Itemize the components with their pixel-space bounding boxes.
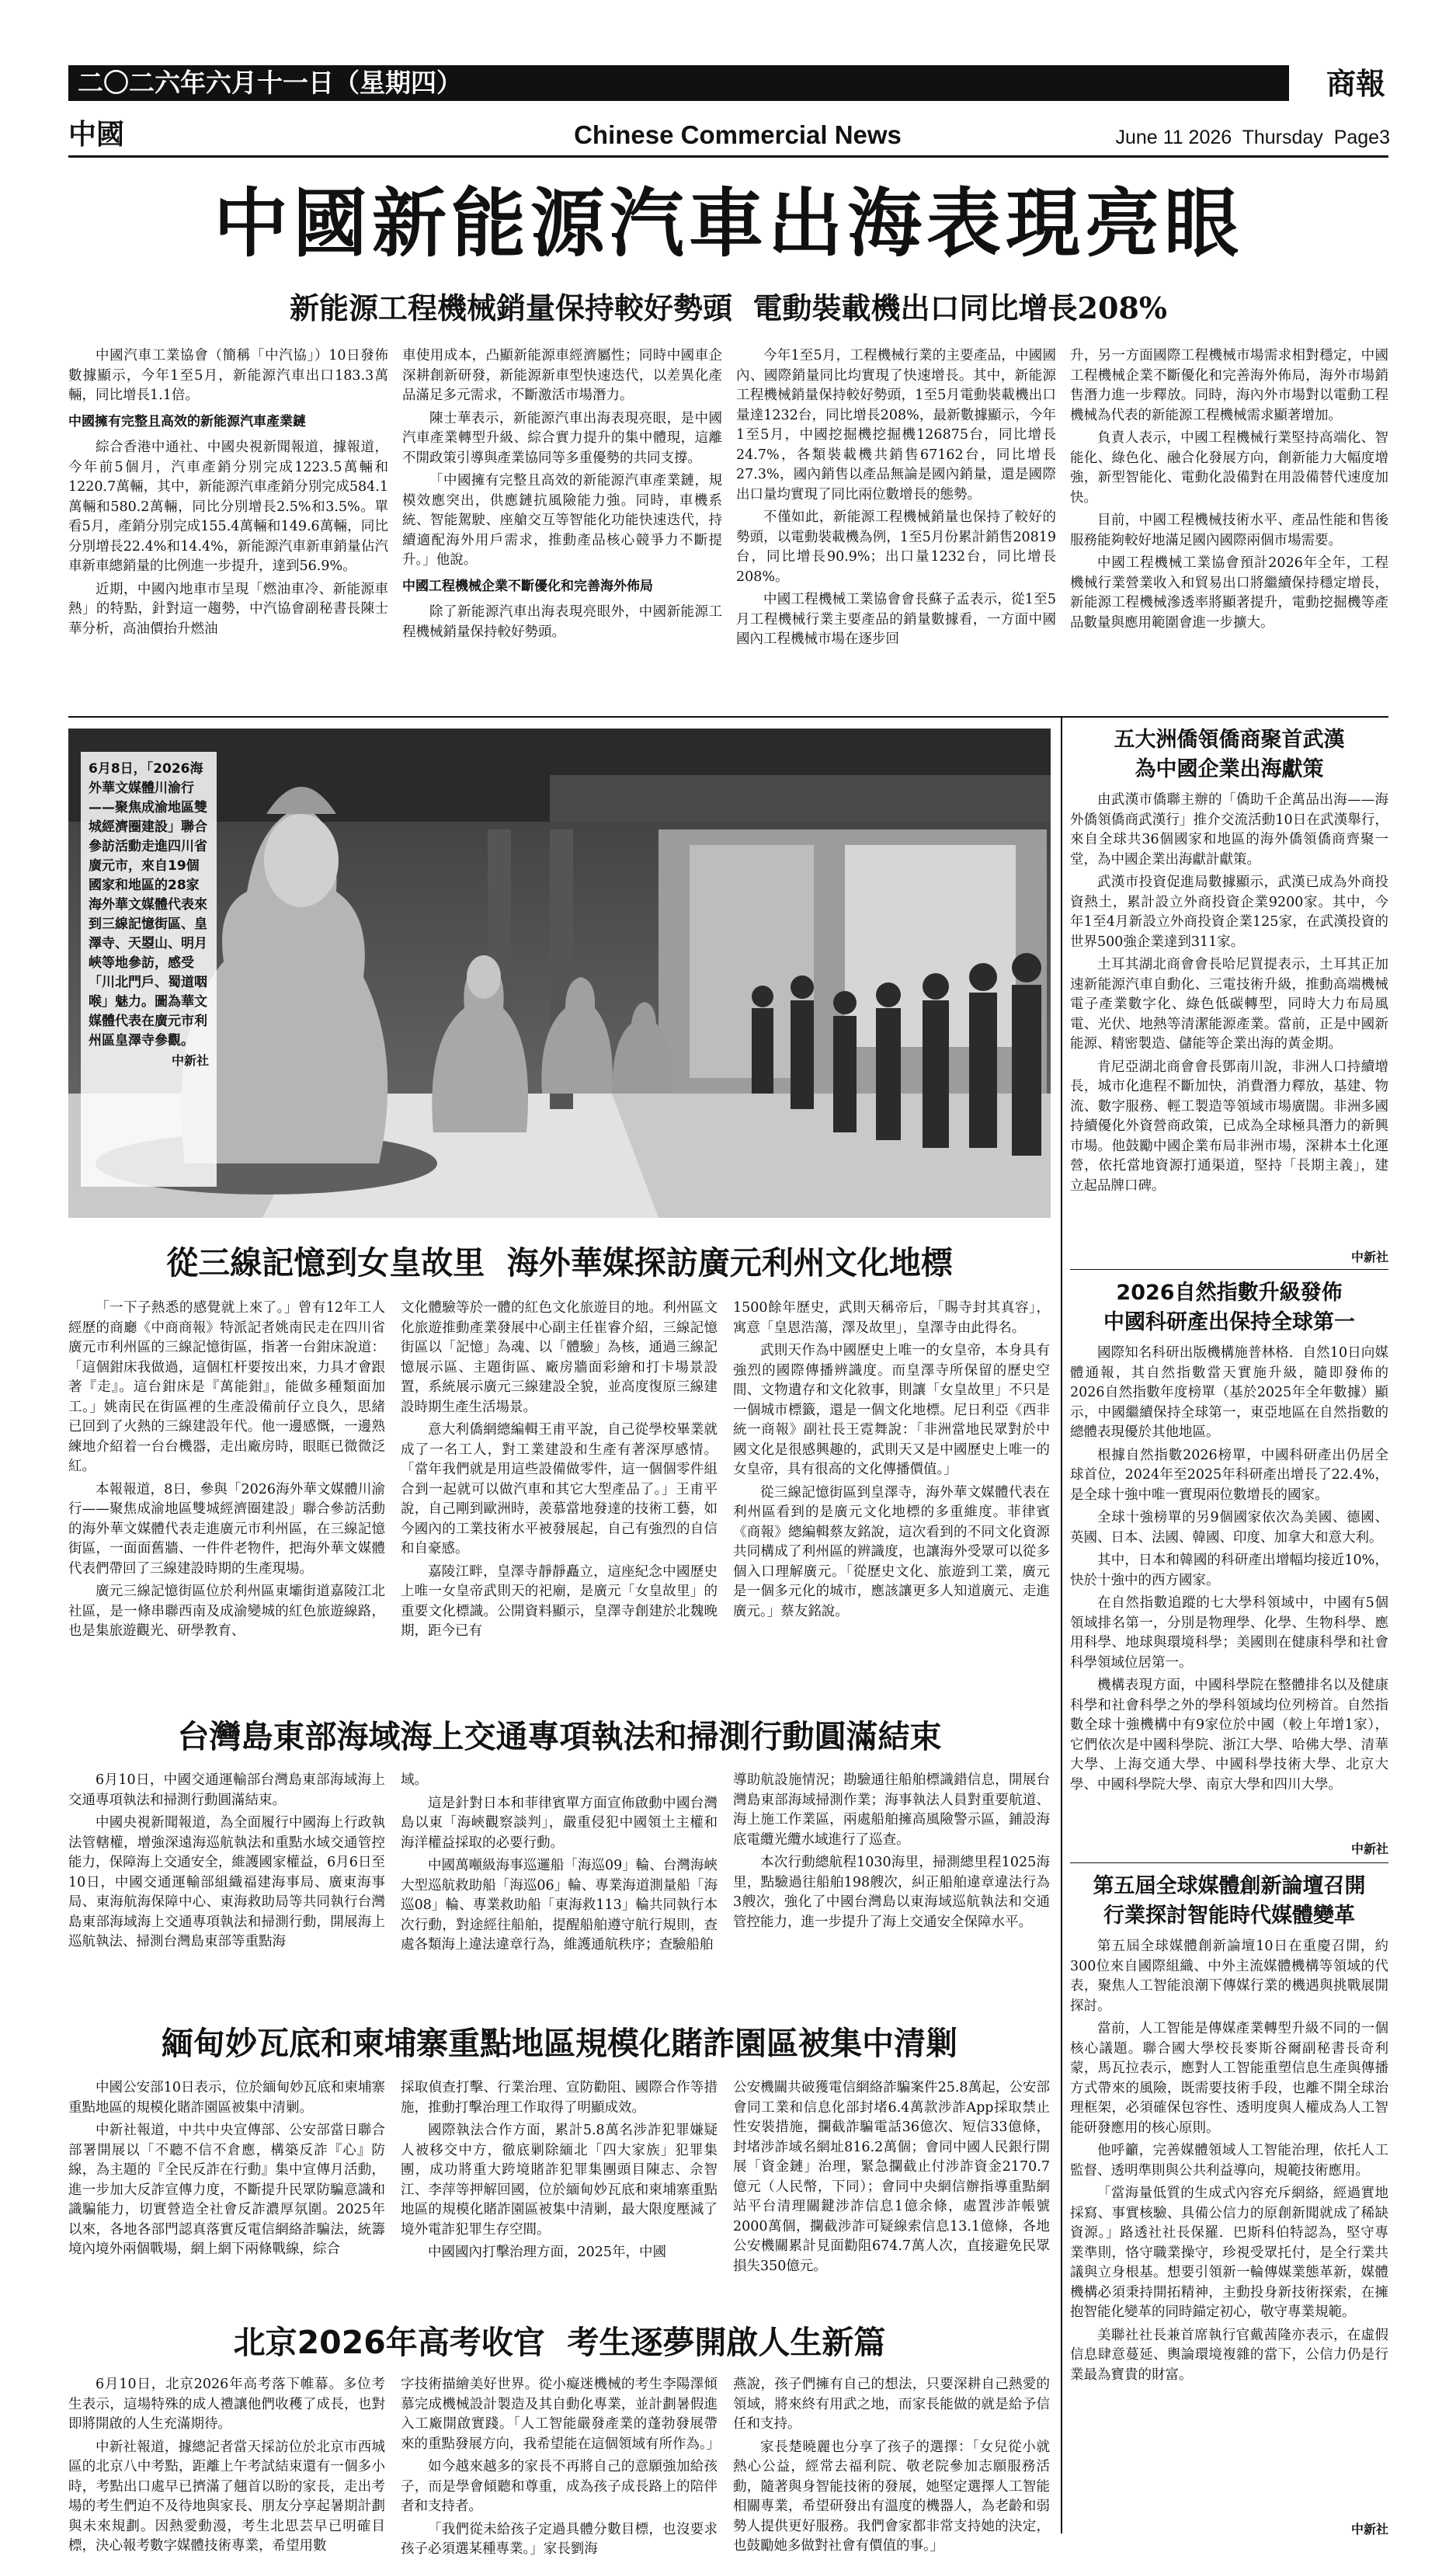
paragraph: 從三線記憶街區到皇澤寺，海外華文媒體代表在利州區看到的是廣元文化地標的多重維度。菲律賓《商報》總編輯蔡友銘說，這次看到的不同文化資源共同構成了利州區的辨識度，也讓海外受眾可以從多個入口理解廣元。「從歷史文化、旅遊到工業，廣元是一個多元化的城市，應該讓更多人知道廣元、走進廣元。」蔡友銘說。 xyxy=(733,1484,1050,1619)
paragraph: 中新社報道，據總記者當天採訪位於北京市西城區的北京八中考點，距離上午考試結束還有一個多小時，考點出口處早已擠滿了翹首以盼的家長，走出考場的考生們迫不及待地與家長、朋友分享起暑期計劃與未來規劃。因熱愛動漫，考生北思芸早已明確目標，決心報考數字媒體技術專業，希望用數 xyxy=(68,2439,385,2554)
story2-column-2 xyxy=(401,1299,718,1702)
masthead-rule xyxy=(68,155,1388,158)
story3-headline: 台灣島東部海域海上交通專項執法和掃測行動圓滿結束 xyxy=(177,1718,942,1755)
paragraph: 域。 xyxy=(401,1772,428,1788)
paragraph: 「當海量低質的生成式內容充斥網絡，經過實地採寫、事實核驗、具備公信力的原創新聞就成了稀缺資源。」路透社社長保羅．巴斯科伯特認為，堅守專業準則，恪守職業操守，珍視受眾托付，是全行業共議與立身根基。想要引領新一輪傳媒業態革新，媒體機構必須秉持開拓精神，主動投身新技術探索，在擁抱智能化變革的同時錨定初心，敬守專業規範。 xyxy=(1070,2186,1388,2320)
paragraph: 燕說，孩子們擁有自己的想法，只要深耕自己熱愛的領域，將來終有用武之地，而家長能做的就是給予信任和支持。 xyxy=(733,2377,1050,2432)
paragraph: 負責人表示，中國工程機械行業堅持高端化、智能化、綠色化、融合化發展方向，創新能力大幅度增強，新型智能化、電動化設備對在用設備替代速度加快。 xyxy=(1070,430,1388,506)
sidebar-divider-1 xyxy=(1070,1269,1388,1270)
paragraph: 車使用成本，凸顯新能源車經濟屬性；同時中國車企深耕創新研發，新能源新車型快速迭代，以差異化產品滿足多元需求，不斷激活市場潛力。 xyxy=(402,348,722,403)
sidebar-story-2 xyxy=(1070,1278,1388,1838)
paragraph: 不僅如此，新能源工程機械銷量也保持了較好的勢頭，以電動裝載機為例，1至5月份累計銷售20819台，同比增長90.9%；出口量1232台，同比增長208%。 xyxy=(736,509,1056,585)
paragraph: 國際執法合作方面，累計5.8萬名涉詐犯罪嫌疑人被移交中方，徹底剿除緬北「四大家族」犯罪集團，成功將重大跨境賭詐犯罪集團頭目陳志、佘智江、李萍等押解回國，位於緬甸妙瓦底和柬埔寨重點地區的規模化賭詐園區被集中清剿，最大限度壓減了境外電詐犯罪生存空間。 xyxy=(401,2123,718,2238)
paragraph: 文化體驗等於一體的紅色文化旅遊目的地。利州區文化旅遊推動產業發展中心副主任崔睿介紹，三線記憶街區以「記憶」為魂、以「體驗」為核，通過三線記憶展示區、主題街區、廠房牆面彩繪和打卡場景設置，系統展示廣元三線建設全貌，並高度復原三線建設時期生產生活場景。 xyxy=(401,1300,718,1415)
masthead-section: 中國 xyxy=(68,119,125,151)
paragraph: 中國汽車工業協會（簡稱「中汽協」）10日發佈數據顯示，今年1至5月，新能源汽車出口183.3萬輛，同比增長1.1倍。 xyxy=(68,348,388,403)
story2-column-1 xyxy=(68,1299,385,1702)
paragraph: 武漢市投資促進局數據顯示，武漢已成為外商投資熱土，累計設立外商投資企業9200家。其中，今年1至4月新設立外商投資企業125家，在武漢投資的世界500強企業達到311家。 xyxy=(1070,875,1388,950)
lead-subheadline: 新能源工程機械銷量保持較好勢頭 電動裝載機出口同比增長208% xyxy=(290,290,1167,325)
story4-column-3 xyxy=(733,2078,1050,2311)
photo-credit: 中新社 xyxy=(171,1053,209,1068)
sidebar-1-credit: 中新社 xyxy=(1350,1250,1388,1264)
subheading: 中國擁有完整且高效的新能源汽車產業鏈 xyxy=(68,413,306,429)
masthead-paper-cn: 商報 xyxy=(1289,65,1390,103)
subheading: 中國工程機械企業不斷優化和完善海外佈局 xyxy=(402,578,653,594)
masthead-paper-en: Chinese Commercial News xyxy=(574,120,902,149)
sidebar-3-title-line1: 第五屆全球媒體創新論壇召開 xyxy=(1093,1874,1366,1898)
paragraph: 國際知名科研出版機構施普林格．自然10日向媒體通報，其自然指數當天實施升級，隨即發佈的2026自然指數年度榜單（基於2025年全年數據）顯示，中國繼續保持全球第一，東亞地區在自然指數的總體表現優於其他地區。 xyxy=(1070,1345,1388,1440)
paragraph: 6月10日，北京2026年高考落下帷幕。多位考生表示，這場特殊的成人禮讓他們收穫了成長，也對即將開啟的人生充滿期待。 xyxy=(68,2377,385,2432)
paragraph: 中國央視新聞報道，為全面履行中國海上行政執法管轄權，增強深遠海巡航執法和重點水域交通管控能力，保障海上交通安全，維護國家權益，6月6日至10日，中國交通運輸部組織福建海事局、廣東海事局、東海航海保障中心、東海救助局等共同執行台灣島東部海域海上交通專項執法和掃測行動，開展海上巡航執法、掃測台灣島東部等重點海 xyxy=(68,1815,385,1949)
paragraph: 採取偵查打擊、行業治理、宣防勸阻、國際合作等措施，推動打擊治理工作取得了明顯成效。 xyxy=(401,2080,718,2116)
lead-headline: 中國新能源汽車出海表現亮眼 xyxy=(214,180,1243,267)
sidebar-1-title-line2: 為中國企業出海獻策 xyxy=(1135,757,1324,781)
paragraph: 意大利僑網總編輯王甫平說，自己從學校畢業就成了一名工人，對工業建設和生產有著深厚感情。「當年我們就是用這些設備做零件，這一個個零件組合到一起就可以做汽車和其它大型產品了。」王甫平說，自己剛到歐洲時，羨慕當地發達的技術工藝，如今國內的工業技術水平被發展起，自己有強烈的自信和自豪感。 xyxy=(401,1422,718,1556)
sidebar-3-body xyxy=(1070,1937,1388,2527)
sidebar-2-credit: 中新社 xyxy=(1350,1841,1388,1856)
paragraph: 當前，人工智能是傳媒產業轉型升級不同的一個核心議題。聯合國大學校長麥斯谷爾副秘書長奇利蒙，馬瓦拉表示，應對人工智能重塑信息生產與傳播方式帶來的風險，既需要技術手段，也離不開全球治理框架，必須確保包容性、透明度與人權成為人工智能研發應用的核心原則。 xyxy=(1070,2021,1388,2136)
sidebar-divider-2 xyxy=(1070,1862,1388,1863)
sidebar-1-title-line1: 五大洲僑領僑商聚首武漢 xyxy=(1114,728,1345,752)
paragraph: 除了新能源汽車出海表現亮眼外，中國新能源工程機械銷量保持較好勢頭。 xyxy=(402,604,722,640)
paragraph: 根據自然指數2026榜單，中國科研產出仍居全球首位，2024年至2025年科研產出增長了22.4%，是全球十強中唯一實現兩位數增長的國家。 xyxy=(1070,1447,1388,1503)
paragraph: 家長楚曉麗也分享了孩子的選擇：「女兒從小就熱心公益，經常去福利院、敬老院參加志願服務活動，隨著與身智能技術的發展，她堅定選擇人工智能相關專業，希望研發出有溫度的機器人，為老齡和弱勢人提供更好服務。我們會家都非常支持她的決定，也鼓勵她多做對社會有價值的事。」 xyxy=(733,2439,1050,2554)
paragraph: 字技術描繪美好世界。從小癡迷機械的考生李陽澤傾慕完成機械設計製造及其自動化專業，並計劃暑假進入工廠開啟實踐。「人工智能嚴發產業的蓬勃發展帶來的重點發展方向，我希望能在這個領域有所作為。」 xyxy=(401,2377,721,2452)
lead-column-3 xyxy=(736,346,1056,711)
paragraph: 本次行動總航程1030海里，掃測總里程1025海里，點驗過往船舶198艘次，糾正船舶違章違法行為3艘次，強化了中國台灣島以東海域巡航執法和交通管控能力，進一步提升了海上交通安全保障水平。 xyxy=(733,1855,1050,1930)
lead-column-2 xyxy=(402,346,722,711)
paragraph: 第五屆全球媒體創新論壇10日在重慶召開，約300位來自國際組織、中外主流媒體機構等領域的代表，聚焦人工智能浪潮下傳媒行業的機遇與挑戰展開探討。 xyxy=(1070,1939,1388,2014)
paragraph: 今年1至5月，工程機械行業的主要產品，中國國內、國際銷量同比均實現了快速增長。其中，新能源工程機械銷量保持較好勢頭，1至5月電動裝載機出口量達1232台，同比增長208%，最新數據顯示，今年1至5月，中國挖掘機挖掘機126875台，同比增長24.7%，各類裝載機共銷售67162台，同比增長27.3%，國內銷售以產品無論是國內銷量，還是國際出口量均實現了同比兩位數增長的態勢。 xyxy=(736,348,1056,503)
paragraph: 在自然指數追蹤的七大學科領域中，中國有5個領域排名第一，分別是物理學、化學、生物科學、應用科學、地球與環境科學；美國則在健康科學和社會科學領域位居第一。 xyxy=(1070,1595,1388,1671)
paragraph: 中國萬噸級海事巡邏船「海巡09」輪、台灣海峽大型巡航救助船「海巡06」輪、專業海道測量船「海巡08」輪、專業救助船「東海救113」輪共同執行本次行動，對途經往船舶，提醒船舶遵守航行規則，查處各類海上違法違章行為，維護通航秩序；查驗船舶 xyxy=(401,1858,718,1953)
paragraph: 中國國內打擊治理方面，2025年，中國 xyxy=(428,2245,667,2260)
lead-column-1 xyxy=(68,346,388,711)
paragraph: 中國工程機械工業協會會長蘇子孟表示，從1至5月工程機械行業主要產品的銷量數據看，一方面中國國內工程機械市場在逐步回 xyxy=(736,592,1056,647)
paragraph: 陳士華表示，新能源汽車出海表現亮眼，是中國汽車產業轉型升級、綜合實力提升的集中體現，這離不開政策引導與產業協同等多重優勢的共同支撐。 xyxy=(402,410,722,466)
story5-column-3 xyxy=(733,2375,1050,2554)
sidebar-2-body xyxy=(1070,1344,1388,1833)
paragraph: 近期，中國內地車市呈現「燃油車冷、新能源車熱」的特點，針對這一趨勢，中汽協會副秘書長陳士華分析，高油價抬升燃油 xyxy=(68,581,388,637)
paragraph: 美聯社社長兼首席執行官戴茜隆亦表示，在虛假信息肆意蔓延、輿論環境複雜的當下，公信力仍是行業最為寶貴的財富。 xyxy=(1070,2327,1388,2383)
story4-column-2 xyxy=(401,2078,718,2311)
paragraph: 這是針對日本和菲律賓單方面宣佈啟動中國台灣島以東「海峽觀察談判」，嚴重侵犯中國領土主權和海洋權益採取的必要行動。 xyxy=(401,1795,718,1851)
story5-column-2 xyxy=(401,2375,721,2557)
paragraph: 武則天作為中國歷史上唯一的女皇帝，本身具有強烈的國際傳播辨識度。而皇澤寺所保留的歷史空間、文物遺存和文化敘事，則讓「女皇故里」不只是一個城市標籤，還是一個文化地標。尼日利亞《西非統一商報》副社長王霓舞說：「非洲當地民眾對於中國文化是很感興趣的，武則天又是中國歷史上唯一的女皇帝，具有很高的文化傳播價值。」 xyxy=(733,1343,1050,1477)
paragraph: 中國公安部10日表示，位於緬甸妙瓦底和柬埔寨重點地區的規模化賭詐園區被集中清剿。 xyxy=(68,2080,385,2116)
story4-column-1 xyxy=(68,2078,385,2311)
story5-column-1 xyxy=(68,2375,385,2554)
paragraph: 升，另一方面國際工程機械市場需求相對穩定，中國工程機械企業不斷優化和完善海外佈局，海外市場銷售潛力進一步釋放。同時，海內外市場對以電動工程機械為代表的新能源工程機械需求顯著增加。 xyxy=(1070,348,1388,423)
sidebar-3-credit: 中新社 xyxy=(1350,2522,1388,2537)
section-divider xyxy=(68,716,1388,718)
paragraph: 由武漢市僑聯主辦的「僑助千企萬品出海——海外僑領僑商武漢行」推介交流活動10日在武漢舉行，來自全球共36個國家和地區的海外僑領僑商齊聚一堂，為中國企業出海獻計獻策。 xyxy=(1070,792,1388,868)
paragraph: 全球十強榜單的另9個國家依次為美國、德國、英國、日本、法國、韓國、印度、加拿大和意大利。 xyxy=(1070,1510,1388,1546)
masthead-date: 二〇二六年六月十一日（星期四） xyxy=(78,68,462,98)
paragraph: 中新社報道，中共中央宣傳部、公安部當日聯合部署開展以「不聽不信不倉應，構築反詐『心』防線，為主題的『全民反詐在行動』集中宣傳月活動，進一步加大反詐宣傳力度，不斷提升民眾防騙意識和識騙能力，切實營造全社會反詐濃厚氛圍。2025年以來，各地各部門認真落實反電信網絡詐騙法，統籌境內境外兩個戰場，網上網下兩條戰線，綜合 xyxy=(68,2123,385,2257)
photo-caption-box xyxy=(81,752,217,1187)
paragraph: 廣元三線記憶街區位於利州區東壩街道嘉陵江北社區，是一條串聯西南及成渝變城的紅色旅遊線路，也是集旅遊觀光、研學教育、 xyxy=(68,1584,385,1639)
photo-caption: 6月8日，「2026海外華文媒體川渝行——聚焦成渝地區雙城經濟圈建設」聯合參訪活動走進四川省廣元市，來自19個國家和地區的28家海外華文媒體代表來到三線記憶街區、皇澤寺、天曌山、明月峽等地參訪，感受「川北門戶、蜀道咽喉」魅力。圖為華文媒體代表在廣元市利州區皇澤寺參觀。 xyxy=(89,761,207,1048)
story3-column-2 xyxy=(401,1771,718,2012)
story2-headline: 從三線記憶到女皇故里 海外華媒探訪廣元利州文化地標 xyxy=(166,1244,953,1282)
lead-column-4 xyxy=(1070,346,1388,711)
paragraph: 土耳其湖北商會會長哈尼買提表示，土耳其正加速新能源汽車自動化、三電技術升級，推動高端機械電子產業數字化、綠色低碳轉型，同時大力布局風電、光伏、地熱等清潔能源產業。當前，正是中國新能源、精密製造、儲能等企業出海的黃金期。 xyxy=(1070,957,1388,1052)
paragraph: 「一下子熱悉的感覺就上來了。」曾有12年工人經歷的商廳《中商商報》特派記者姚南民走在四川省廣元市利州區的三線記憶街區，指著一台鉗床說道：「這個鉗床我做過，這個杠杆要按出來，力具才會跟著『走』。這台鉗床是『萬能鉗』，能做多種類面加工。」姚南民在街區裡的生產設備前仔立良久，思緒已回到了火熱的三線建設年代。他一邊感慨，一邊熟練地介紹着一台台機器，走出廠房時，眼眶已微微泛紅。 xyxy=(68,1300,385,1474)
story4-headline: 緬甸妙瓦底和柬埔寨重點地區規模化賭詐園區被集中清剿 xyxy=(162,2025,957,2062)
story3-column-1 xyxy=(68,1771,385,2012)
paragraph: 嘉陵江畔，皇澤寺靜靜矗立，這座紀念中國歷史上唯一女皇帝武則天的祀廟，是廣元「女皇故里」的重要文化標識。公開資料顯示，皇澤寺創建於北魏晚期，距今已有 xyxy=(401,1563,718,1639)
paragraph: 中國工程機械工業協會預計2026年全年，工程機械行業營業收入和貿易出口將繼續保持穩定增長，新能源工程機械滲透率將顯著提升，電動挖掘機等產品數量與應用範圍會進一步擴大。 xyxy=(1070,555,1388,631)
sidebar-3-title-line2: 行業探討智能時代媒體變革 xyxy=(1103,1904,1355,1928)
sidebar-divider xyxy=(1061,716,1062,2533)
paragraph: 「我們從未給孩子定過具體分數目標，也沒要求孩子必須選某種專業。」家長劉海 xyxy=(401,2521,718,2557)
paragraph: 1500餘年歷史，武則天稱帝后，「賜寺封其真容」，寓意「皇恩浩蕩，澤及故里」，皇澤寺由此得名。 xyxy=(733,1300,1050,1336)
paragraph: 導助航設施情況；勘驗通往船舶標識錯信息，開展台灣島東部海域掃測作業；海事執法人員對重要航道、海上施工作業區，兩處船舶擁高風險警示區，鋪設海底電纜光纜水域進行了巡查。 xyxy=(733,1772,1050,1848)
story5-headline: 北京2026年高考收官 考生逐夢開啟人生新篇 xyxy=(233,2324,886,2361)
sidebar-story-1 xyxy=(1070,725,1388,1269)
paragraph: 目前，中國工程機械技術水平、產品性能和售後服務能夠較好地滿足國內國際兩個市場需要。 xyxy=(1070,513,1388,548)
story3-column-3 xyxy=(733,1771,1050,2012)
story2-column-3 xyxy=(733,1299,1050,1702)
sidebar-1-body xyxy=(1070,791,1388,1264)
paragraph: 機構表現方面，中國科學院在整體排名以及健康科學和社會科學之外的學科領域均位列榜首。自然指數全球十強機構中有9家位於中國（較上年增1家），它們依次是中國科學院、浙江大學、哈佛大學、清華大學、上海交通大學、中國科學技術大學、北京大學、中國科學院大學、南京大學和四川大學。 xyxy=(1070,1678,1388,1793)
masthead-date-en: June 11 2026 Thursday Page3 xyxy=(1115,127,1390,148)
sidebar-story-3 xyxy=(1070,1872,1388,2524)
photo-frame xyxy=(68,729,1051,1218)
paragraph: 綜合香港中通社、中國央視新聞報道，據報道，今年前5個月，汽車產銷分別完成1223.5萬輛和1220.7萬輛，其中，新能源汽車產銷分別完成584.1萬輛和580.2萬輛，同比分別增長2.5%和3.5%。單看5月，產銷分別完成155.4萬輛和149.6萬輛，同比分別增長22.4%和14.4%，新能源汽車新車銷量佔汽車新車總銷量的比例進一步提升，達到56.9%。 xyxy=(68,440,388,574)
sidebar-2-title-line1: 2026自然指數升級發佈 xyxy=(1116,1281,1343,1305)
paragraph: 6月10日，中國交通運輸部台灣島東部海域海上交通專項執法和掃測行動圓滿結束。 xyxy=(68,1772,385,1808)
paragraph: 本報報道，8日，參與「2026海外華文媒體川渝行——聚焦成渝地區雙城經濟圈建設」聯合參訪活動的海外華文媒體代表走進廣元市利州區，在三線記憶街區，一面面舊牆、一件件老物件，把海外華文媒體代表們帶回了三線建設時期的生產現場。 xyxy=(68,1481,385,1577)
paragraph: 肯尼亞湖北商會會長鄧南川說，非洲人口持續增長，城市化進程不斷加快，消費潛力釋放，基建、物流、數字服務、輕工製造等領域市場廣闊。非洲多國持續優化外資營商政策，已成為全球極具潛力的新興市場。他鼓勵中國企業布局非洲市場，深耕本土化運營，依托當地資源打通渠道，堅持「長期主義」，建立起品牌口碑。 xyxy=(1070,1059,1388,1194)
paragraph: 公安機關共破獲電信網絡詐騙案件25.8萬起，公安部會同工業和信息化部封堵6.4萬款涉詐App採取禁止性安裝措施，攔截詐騙電話36億次、短信33億條，封堵涉詐域名網址816.2萬個；會同中國人民銀行開展「資金鏈」治理，緊急攔截止付涉詐資金2170.7億元（人民幣，下同）；會同中央網信辦指導重點網站平台清理關鍵涉詐信息1億余條，處置涉詐帳號2000萬個，攔截涉詐可疑線索信息13.1億條，各地公安機關累計見面勸阻674.7萬人次，直接避免民眾損失350億元。 xyxy=(733,2080,1050,2274)
sidebar-2-title-line2: 中國科研產出保持全球第一 xyxy=(1103,1310,1355,1334)
paragraph: 如今越來越多的家長不再將自己的意願強加給孩子，而是學會傾聽和尊重，成為孩子成長路上的陪伴者和支持者。 xyxy=(401,2459,718,2514)
paragraph: 「中國擁有完整且高效的新能源汽車產業鏈，規模效應突出，供應鏈抗風險能力強。同時，車機系統、智能駕駛、座艙交互等智能化功能快速迭代，持續適配海外用戶需求，推動產品核心競爭力不斷提升。」他說。 xyxy=(402,473,722,568)
paragraph: 他呼籲，完善媒體領域人工智能治理，依托人工監督、透明準則與公共利益導向，規範技術應用。 xyxy=(1070,2143,1388,2179)
paragraph: 其中，日本和韓國的科研產出增幅均接近10%，快於十強中的西方國家。 xyxy=(1070,1553,1388,1588)
